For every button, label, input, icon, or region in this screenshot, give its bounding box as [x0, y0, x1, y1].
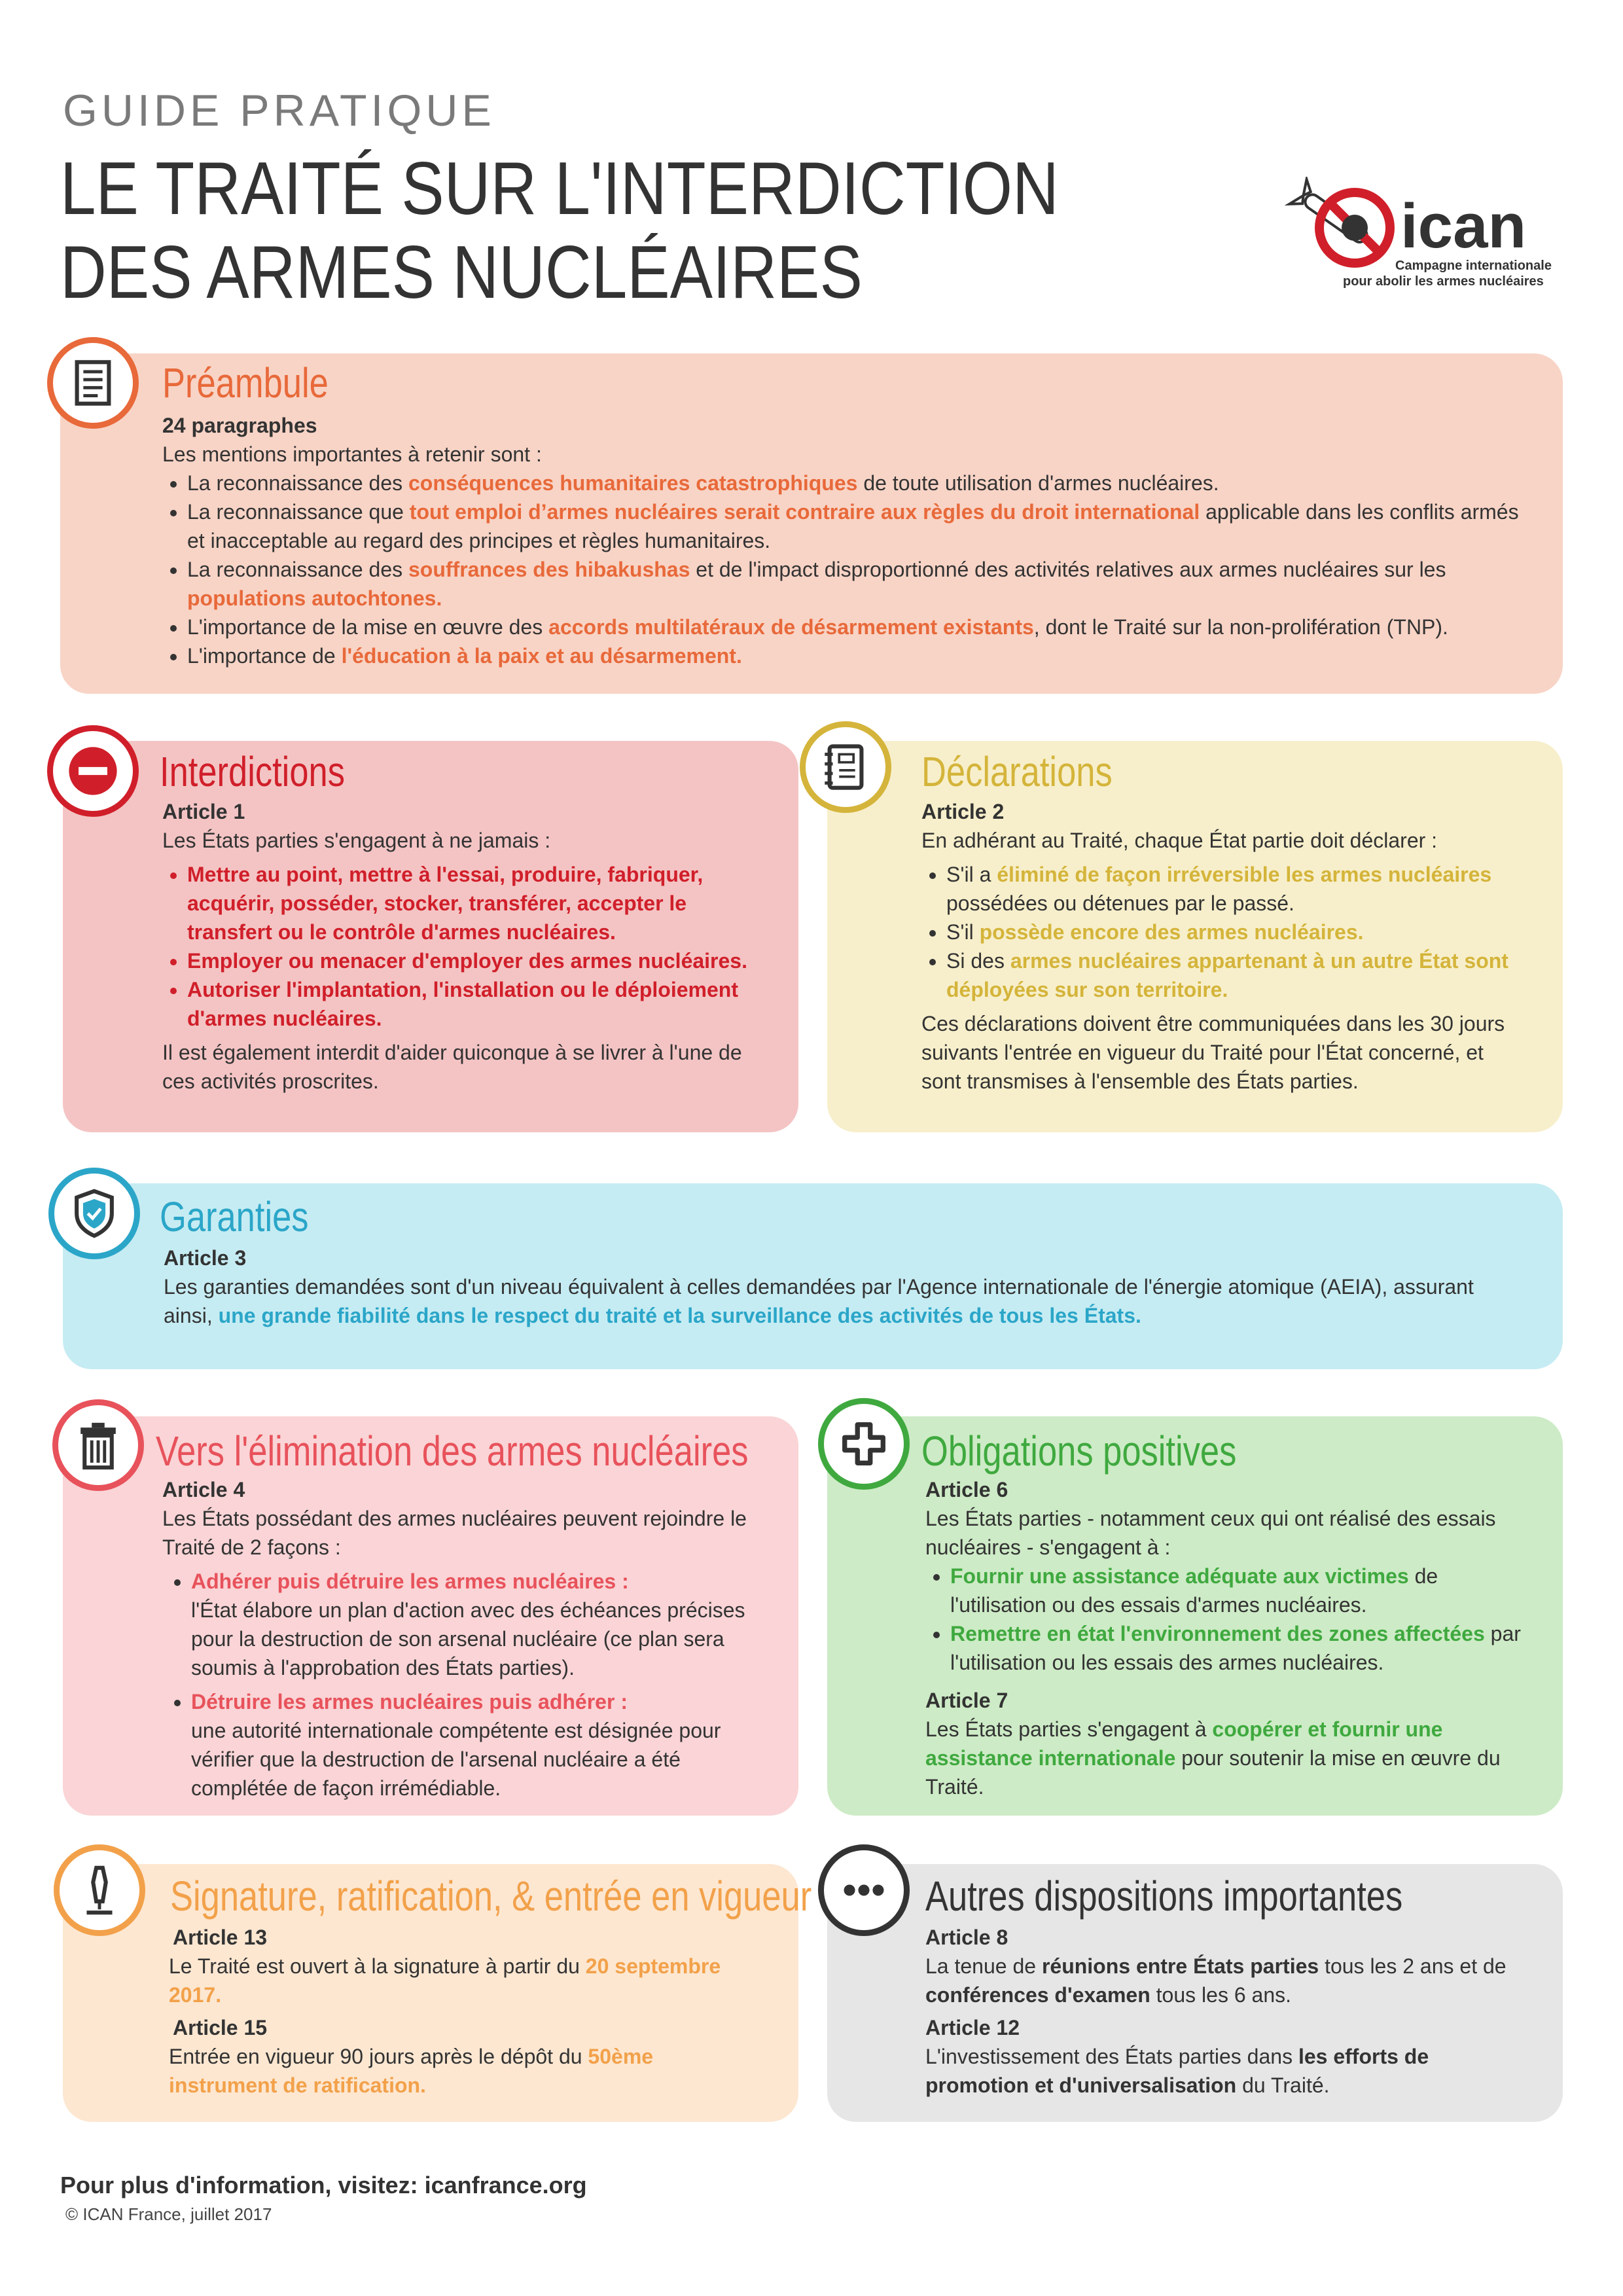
garanties-body: [164, 1244, 1525, 1330]
declarations-item: • S'il a éliminé de façon irréversible les armes nucléaires possédées ou détenues par le passé.: [946, 860, 1510, 918]
signature-article-13: Article 13: [173, 1926, 268, 1949]
elimination-body: [162, 1475, 751, 1803]
interdictions-intro: Les États parties s'engagent à ne jamais :: [162, 829, 551, 852]
signature-body: [169, 1923, 758, 2100]
obligations-article-7-text: Les États parties s'engagent à coopérer et fournir une assistance internationale pour soutenir la mise en œuvre du Traité.: [925, 1717, 1501, 1799]
page-title: [60, 147, 1059, 315]
preambule-body: [162, 411, 1530, 670]
logo-sub-1: Campagne internationale: [1395, 259, 1552, 273]
plus-icon: [818, 1398, 910, 1490]
autres-article-12-text: L'investissement des États parties dans les efforts de promotion et d'universalisation du Traité.: [925, 2045, 1429, 2097]
obligations-body: [925, 1475, 1527, 1801]
title-line-2: DES ARMES NUCLÉAIRES: [60, 231, 863, 314]
garanties-article: Article 3: [164, 1246, 247, 1270]
autres-body: [925, 1923, 1527, 2100]
elimination-item: • Adhérer puis détruire les armes nucléaires : l'État élabore un plan d'action avec des échéances précises pour la destruction de son arsenal nucléaire (ce plan sera soumis à l'approbation des États parties).: [191, 1567, 751, 1682]
interdictions-body: [162, 797, 751, 1096]
shield-icon: [48, 1168, 140, 1259]
pen-icon: [54, 1844, 145, 1936]
elimination-title: Vers l'élimination des armes nucléaires: [156, 1427, 749, 1475]
preambule-item: • La reconnaissance des conséquences humanitaires catastrophiques de toute utilisation d'armes nucléaires.: [187, 469, 1530, 497]
elimination-intro: Les États possédant des armes nucléaires peuvent rejoindre le Traité de 2 façons :: [162, 1507, 747, 1559]
declarations-title: Déclarations: [921, 748, 1113, 795]
interdictions-outro: Il est également interdit d'aider quiconque à se livrer à l'une de ces activités proscrites.: [162, 1041, 742, 1093]
more-info-link[interactable]: Pour plus d'information, visitez: icanfrance.org: [60, 2172, 587, 2198]
obligations-list: [925, 1562, 1527, 1677]
trash-icon: [52, 1399, 144, 1491]
elimination-article: Article 4: [162, 1478, 245, 1501]
preambule-list: [162, 469, 1530, 670]
copyright: © ICAN France, juillet 2017: [65, 2204, 272, 2224]
obligations-item: • Fournir une assistance adéquate aux victimes de l'utilisation ou des essais d'armes nucléaires.: [950, 1562, 1527, 1619]
signature-title: Signature, ratification, & entrée en vigueur: [170, 1873, 812, 1920]
preambule-title: Préambule: [162, 359, 329, 406]
garanties-text: Les garanties demandées sont d'un niveau équivalent à celles demandées par l'Agence internationale de l'énergie atomique (AEIA), assurant ainsi, une grande fiabilité dans le respect du traité et la surveillance des activités de tous les États.: [164, 1275, 1474, 1327]
elimination-list: [162, 1567, 751, 1803]
signature-article-15-text: Entrée en vigueur 90 jours après le dépôt du 50ème instrument de ratification.: [169, 2045, 654, 2097]
no-entry-icon: [47, 725, 139, 817]
interdictions-article: Article 1: [162, 800, 245, 823]
declarations-article: Article 2: [921, 800, 1005, 823]
obligations-title: Obligations positives: [921, 1427, 1237, 1475]
obligations-intro: Les États parties - notamment ceux qui ont réalisé des essais nucléaires - s'engagent à :: [925, 1507, 1496, 1559]
preambule-subtitle: 24 paragraphes: [162, 414, 317, 437]
autres-article-12: Article 12: [925, 2016, 1020, 2039]
interdictions-list: [162, 860, 751, 1033]
ican-logo: [1283, 177, 1571, 295]
obligations-item: • Remettre en état l'environnement des zones affectées par l'utilisation ou les essais des armes nucléaires.: [950, 1619, 1527, 1677]
interdictions-title: Interdictions: [160, 748, 345, 795]
declarations-item: • Si des armes nucléaires appartenant à un autre État sont déployées sur son territoire.: [946, 946, 1510, 1004]
signature-article-15: Article 15: [173, 2016, 268, 2039]
interdictions-item: • Employer ou menacer d'employer des armes nucléaires.: [187, 946, 751, 975]
title-line-1: LE TRAITÉ SUR L'INTERDICTION: [60, 147, 1059, 230]
autres-title: Autres dispositions importantes: [925, 1873, 1403, 1920]
preambule-item: • L'importance de l'éducation à la paix et au désarmement.: [187, 641, 1530, 670]
interdictions-item: • Autoriser l'implantation, l'installation ou le déploiement d'armes nucléaires.: [187, 975, 751, 1033]
elimination-item: • Détruire les armes nucléaires puis adhérer : une autorité internationale compétente est désignée pour vérifier que la destruction de l'arsenal nucléaire a été complétée de façon irrémédiable.: [191, 1687, 751, 1803]
preambule-intro: Les mentions importantes à retenir sont :: [162, 442, 542, 466]
interdictions-item: • Mettre au point, mettre à l'essai, produire, fabriquer, acquérir, posséder, stocker, transférer, accepter le transfert ou le contrôle d'armes nucléaires.: [187, 860, 751, 946]
preambule-item: • La reconnaissance des souffrances des hibakushas et de l'impact disproportionné des activités relatives aux armes nucléaires sur les populations autochtones.: [187, 555, 1530, 613]
declarations-list: [921, 860, 1510, 1004]
notebook-icon: [800, 721, 891, 813]
logo-sub-2: pour abolir les armes nucléaires: [1343, 274, 1544, 289]
preambule-item: • La reconnaissance que tout emploi d’armes nucléaires serait contraire aux règles du droit international applicable dans les conflits armés et inacceptable au regard des principes et règles humanitaires.: [187, 497, 1530, 555]
declarations-outro: Ces déclarations doivent être communiquées dans les 30 jours suivants l'entrée en vigueur du Traité pour l'État concerné, et sont transmises à l'ensemble des États parties.: [921, 1012, 1505, 1093]
autres-article-8: Article 8: [925, 1926, 1008, 1949]
declarations-item: • S'il possède encore des armes nucléaires.: [946, 918, 1510, 946]
declarations-intro: En adhérant au Traité, chaque État partie doit déclarer :: [921, 829, 1438, 852]
scroll-icon: [47, 337, 139, 429]
more-dots-icon: [818, 1844, 910, 1936]
preambule-item: • L'importance de la mise en œuvre des accords multilatéraux de désarmement existants, dont le Traité sur la non-prolifération (TNP).: [187, 613, 1530, 641]
autres-article-8-text: La tenue de réunions entre États parties tous les 2 ans et de conférences d'examen tous les 6 ans.: [925, 1954, 1507, 2007]
obligations-article-7: Article 7: [925, 1689, 1008, 1712]
logo-wordmark: ican: [1400, 191, 1527, 261]
signature-article-13-text: Le Traité est ouvert à la signature à partir du 20 septembre 2017.: [169, 1954, 721, 2007]
guide-kicker: GUIDE PRATIQUE: [63, 86, 495, 135]
obligations-article-6: Article 6: [925, 1478, 1008, 1501]
garanties-title: Garanties: [160, 1193, 309, 1240]
declarations-body: [921, 797, 1510, 1096]
